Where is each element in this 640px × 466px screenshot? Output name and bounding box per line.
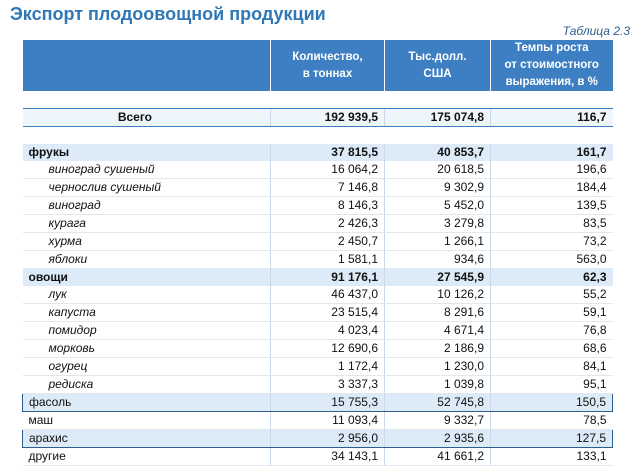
header-growth: Темпы роста от стоимостного выражения, в % [491,40,613,91]
usd-value: 2 186,9 [385,340,491,358]
quantity-value: 16 064,2 [271,161,385,179]
growth-value: 68,6 [491,340,613,358]
item-row [23,161,613,179]
growth-value: 127,5 [491,430,613,448]
usd-value: 9 302,9 [385,179,491,197]
usd-value: 40 853,7 [385,144,491,161]
total-label: Всего [23,109,271,127]
growth-value: 133,1 [491,448,613,466]
usd-value: 8 291,6 [385,304,491,322]
growth-value: 95,1 [491,376,613,394]
product-name: фасоль [23,394,271,412]
product-name: виноград сушеный [23,161,271,179]
item-row [23,322,613,340]
growth-value: 78,5 [491,412,613,430]
category-row [23,394,613,412]
item-row [23,233,613,251]
product-name: курага [23,215,271,233]
usd-value: 934,6 [385,251,491,269]
quantity-value: 7 146,8 [271,179,385,197]
quantity-value: 34 143,1 [271,448,385,466]
usd-value: 1 266,1 [385,233,491,251]
quantity-value: 37 815,5 [271,144,385,161]
group-row [23,144,613,161]
product-name: хурма [23,233,271,251]
total-quantity: 192 939,5 [271,109,385,127]
page-title: Экспорт плодоовощной продукции [10,4,326,24]
item-row [23,340,613,358]
growth-value: 84,1 [491,358,613,376]
growth-value: 62,3 [491,269,613,287]
growth-value: 150,5 [491,394,613,412]
usd-value: 1 039,8 [385,376,491,394]
item-row [23,179,613,197]
header-usd: Тыс.долл. США [385,40,491,91]
product-name: арахис [23,430,271,448]
quantity-value: 11 093,4 [271,412,385,430]
item-row [23,376,613,394]
usd-value: 1 230,0 [385,358,491,376]
usd-value: 3 279,8 [385,215,491,233]
quantity-value: 15 755,3 [271,394,385,412]
product-name: лук [23,286,271,304]
usd-value: 27 545,9 [385,269,491,287]
growth-value: 139,5 [491,197,613,215]
quantity-value: 46 437,0 [271,286,385,304]
growth-value: 59,1 [491,304,613,322]
usd-value: 20 618,5 [385,161,491,179]
usd-value: 5 452,0 [385,197,491,215]
item-row [23,197,613,215]
product-name: другие [23,448,271,466]
quantity-value: 23 515,4 [271,304,385,322]
quantity-value: 2 450,7 [271,233,385,251]
growth-value: 161,7 [491,144,613,161]
growth-value: 563,0 [491,251,613,269]
product-name: огурец [23,358,271,376]
growth-value: 83,5 [491,215,613,233]
item-row [23,286,613,304]
item-row [23,251,613,269]
growth-value: 73,2 [491,233,613,251]
quantity-value: 91 176,1 [271,269,385,287]
total-usd: 175 074,8 [385,109,491,127]
item-row [23,358,613,376]
category-row [23,448,613,466]
product-name: чернослив сушеный [23,179,271,197]
product-name: овощи [23,269,271,287]
header-quantity: Количество, в тоннах [271,40,385,91]
usd-value: 9 332,7 [385,412,491,430]
item-row [23,215,613,233]
export-table [22,40,613,466]
product-name: яблоки [23,251,271,269]
quantity-value: 1 581,1 [271,251,385,269]
product-name: помидор [23,322,271,340]
table-header-row [23,40,613,91]
product-name: маш [23,412,271,430]
product-name: капуста [23,304,271,322]
product-name: виноград [23,197,271,215]
quantity-value: 2 426,3 [271,215,385,233]
usd-value: 10 126,2 [385,286,491,304]
quantity-value: 1 172,4 [271,358,385,376]
growth-value: 76,8 [491,322,613,340]
quantity-value: 8 146,3 [271,197,385,215]
header-product [23,40,271,91]
quantity-value: 3 337,3 [271,376,385,394]
usd-value: 2 935,6 [385,430,491,448]
quantity-value: 2 956,0 [271,430,385,448]
usd-value: 4 671,4 [385,322,491,340]
total-row [23,109,613,127]
total-growth: 116,7 [491,109,613,127]
item-row [23,304,613,322]
growth-value: 196,6 [491,161,613,179]
quantity-value: 4 023,4 [271,322,385,340]
usd-value: 52 745,8 [385,394,491,412]
product-name: фрукы [23,144,271,161]
table-caption: Таблица 2.3 [562,24,630,38]
category-row [23,430,613,448]
usd-value: 41 661,2 [385,448,491,466]
quantity-value: 12 690,6 [271,340,385,358]
growth-value: 184,4 [491,179,613,197]
product-name: редиска [23,376,271,394]
growth-value: 55,2 [491,286,613,304]
group-row [23,269,613,287]
product-name: морковь [23,340,271,358]
